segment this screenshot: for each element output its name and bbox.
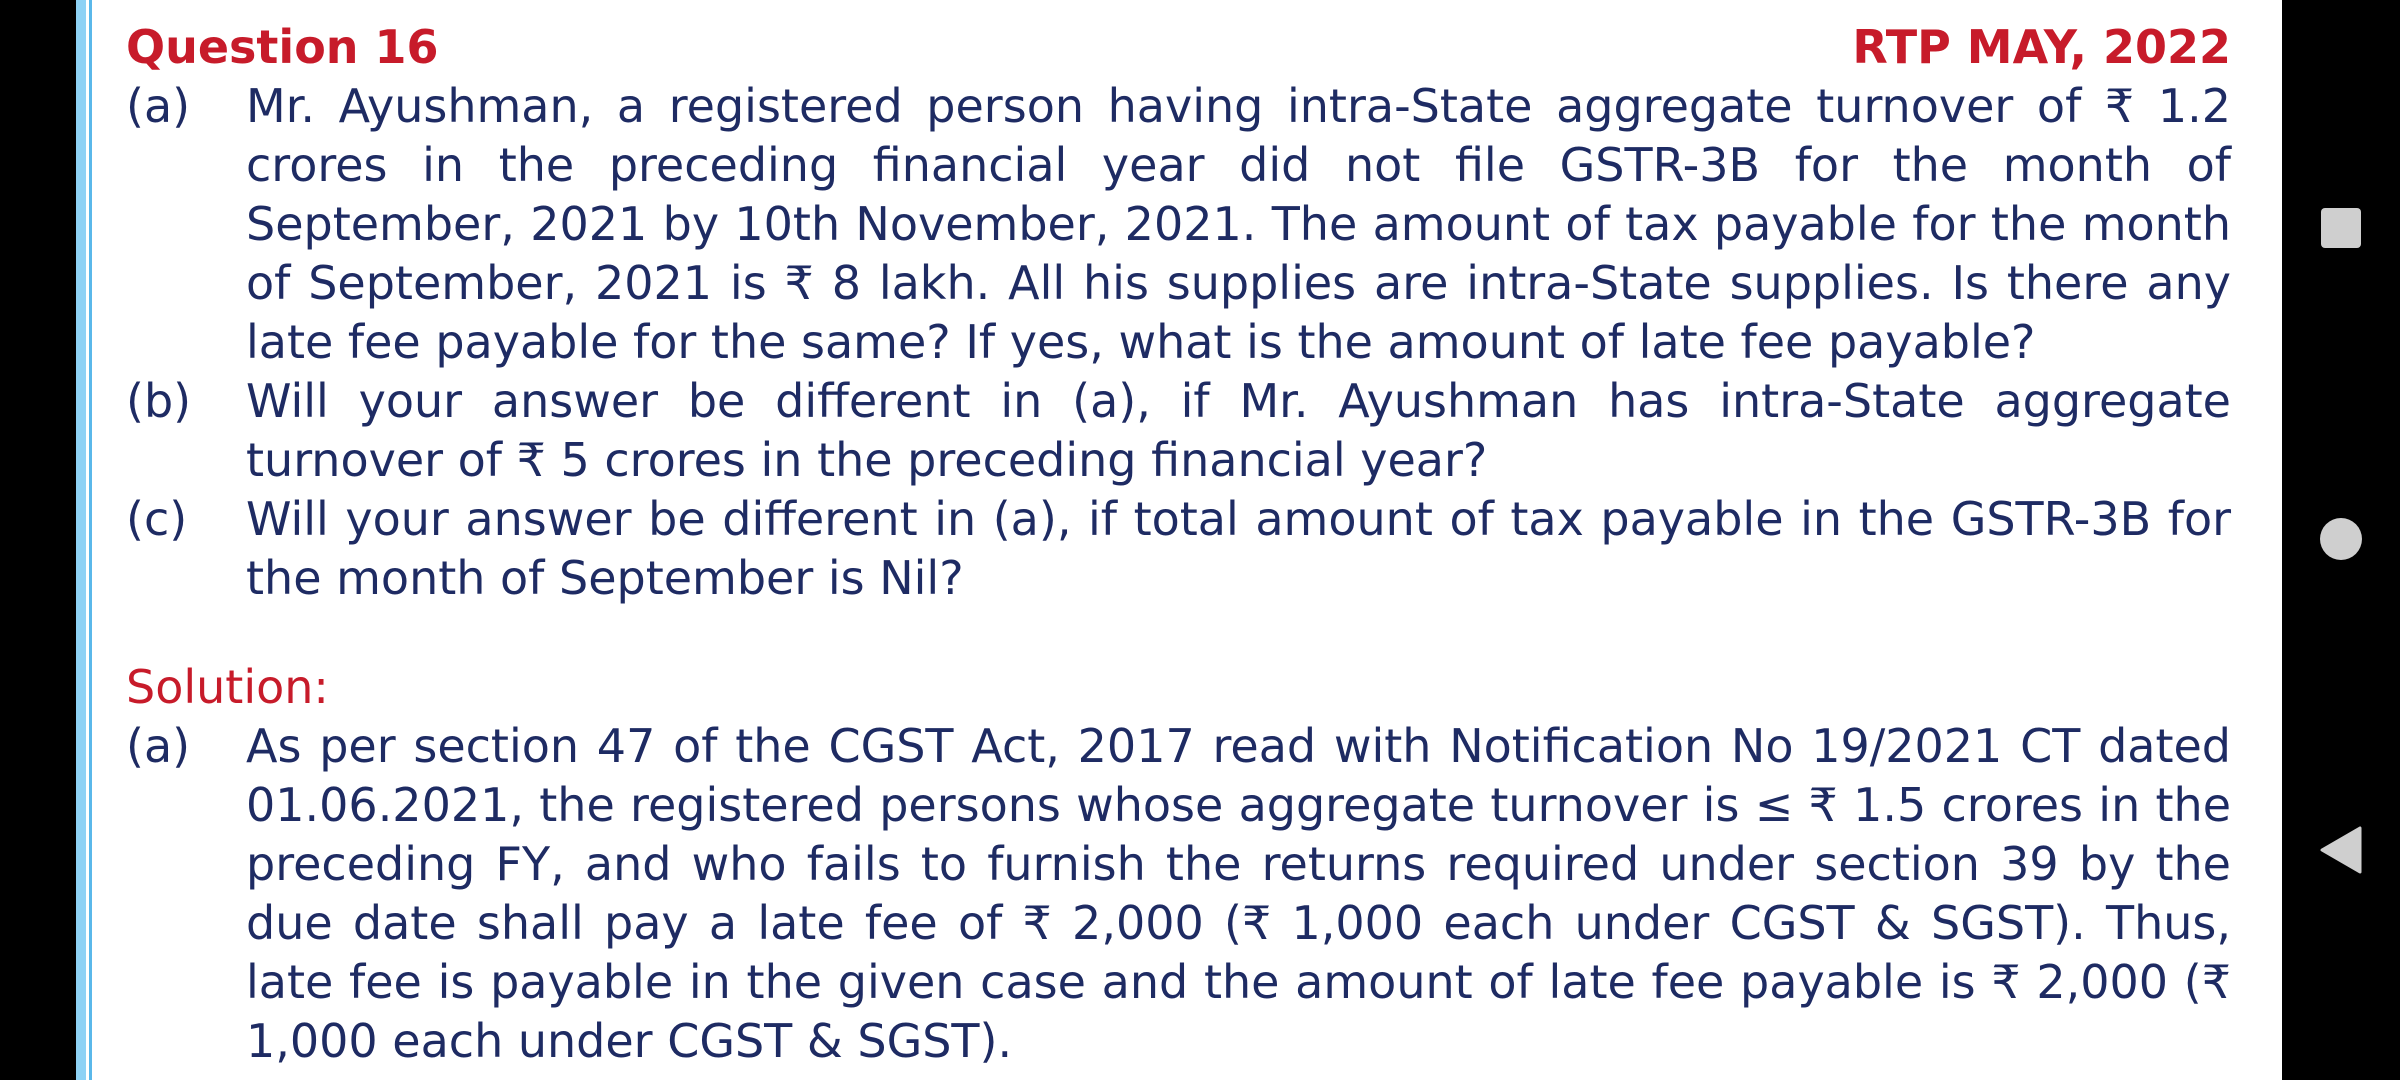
left-accent-bar — [76, 0, 86, 1080]
part-text: Mr. Ayushman, a registered person having intra-State aggregate turnover of ₹ 1.2 crores in the preceding financial year did not file GSTR-3B for the month of September, 2021 by 10th November, 2021. The amount of tax payable for the month of September, 2021 is ₹ 8 lakh. All his supplies are intra-State supplies. Is there any late fee payable for the same? If yes, what is the amount of late fee payable? — [246, 79, 2231, 369]
question-part-b — [126, 372, 2231, 490]
part-label: (b) — [126, 374, 192, 428]
part-text: Will your answer be different in (a), if total amount of tax payable in the GSTR-3B for the month of September is Nil? — [246, 492, 2231, 605]
solution-text: As per section 47 of the CGST Act, 2017 read with Notification No 19/2021 CT dated 01.06.2021, the registered persons whose aggregate turnover is ≤ ₹ 1.5 crores in the preceding FY, and who fails to furnish the returns required under section 39 by the due date shall pay a late fee of ₹ 2,000 (₹ 1,000 each under CGST & SGST). Thus, late fee is payable in the given case and the amount of late fee payable is ₹ 2,000 (₹ 1,000 each under CGST & SGST). — [246, 719, 2231, 1068]
back-triangle-icon[interactable] — [2320, 826, 2362, 874]
question-title: Question 16 — [126, 20, 439, 74]
question-part-a — [126, 77, 2231, 372]
recents-square-icon[interactable] — [2321, 208, 2361, 248]
part-label: (c) — [126, 492, 188, 546]
back-triangle-svg — [2320, 826, 2362, 874]
solution-title: Solution: — [126, 660, 329, 714]
part-label: (a) — [126, 79, 191, 133]
solution-part-a — [126, 717, 2231, 1071]
document-content — [126, 18, 2231, 1071]
left-accent-line — [89, 0, 92, 1080]
solution-label: (a) — [126, 719, 191, 773]
question-source: RTP MAY, 2022 — [1852, 20, 2231, 74]
home-circle-icon[interactable] — [2320, 518, 2362, 560]
section-gap — [126, 608, 2231, 658]
question-part-c — [126, 490, 2231, 608]
navigation-bar — [2282, 0, 2400, 1080]
question-header — [126, 18, 2231, 77]
document-page — [76, 0, 2282, 1080]
part-text: Will your answer be different in (a), if Mr. Ayushman has intra-State aggregate turnover of ₹ 5 crores in the preceding financial year? — [246, 374, 2231, 487]
